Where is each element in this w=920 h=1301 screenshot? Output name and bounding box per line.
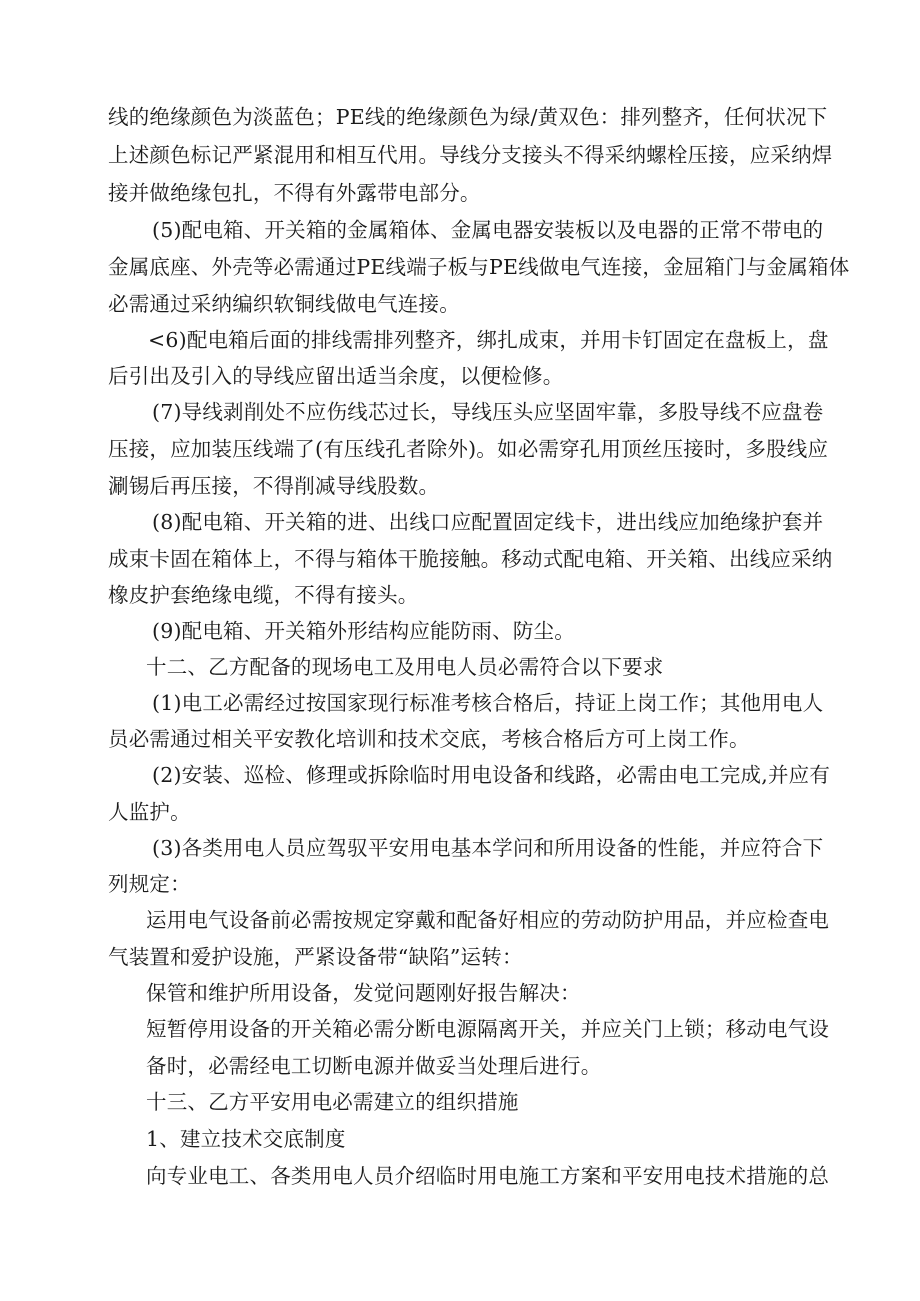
text-line: <6)配电箱后面的排线需排列整齐，绑扎成束，并用卡钉固定在盘板上，盘 [148, 328, 829, 352]
text-line: (3)各类用电人员应驾驭平安用电基本学问和所用设备的性能，并应符合下 [152, 836, 824, 860]
text-line: 线的绝缘颜色为淡蓝色；PE线的绝缘颜色为绿/黄双色：排列整齐，任何状况下 [108, 105, 828, 129]
text-line: 运用电气设备前必需按规定穿戴和配备好相应的劳动防护用品，并应检查电 [146, 908, 830, 932]
text-line: 员必需通过相关平安教化培训和技术交底，考核合格后方可上岗工作。 [108, 727, 750, 751]
text-line: 接并做绝缘包扎，不得有外露带电部分。 [108, 181, 481, 205]
text-line: 备时，必需经电工切断电源并做妥当处理后进行。 [146, 1054, 602, 1078]
text-line: (7)导线剥削处不应伤线芯过长，导线压头应坚固牢靠，多股导线不应盘卷 [152, 400, 824, 424]
text-line: 压接，应加装压线端了(有压线孔者除外)。如必需穿孔用顶丝压接时，多股线应 [108, 437, 829, 461]
section-heading: 十三、乙方平安用电必需建立的组织措施 [146, 1090, 519, 1114]
text-line: (5)配电箱、开关箱的金属箱体、金属电器安装板以及电器的正常不带电的 [152, 218, 824, 242]
text-line: 短暂停用设备的开关箱必需分断电源隔离开关，并应关门上锁；移动电气设 [146, 1017, 830, 1041]
text-line: (9)配电箱、开关箱外形结构应能防雨、防尘。 [152, 619, 575, 643]
text-line: 涮锡后再压接，不得削减导线股数。 [108, 474, 440, 498]
section-heading: 十二、乙方配备的现场电工及用电人员必需符合以下要求 [146, 655, 664, 679]
text-line: (1)电工必需经过按国家现行标准考核合格后，持证上岗工作；其他用电人 [152, 691, 824, 715]
text-line: 必需通过采纳编织软铜线做电气连接。 [108, 292, 460, 316]
text-line: 上述颜色标记严紧混用和相互代用。导线分支接头不得采纳螺栓压接，应采纳焊 [108, 143, 833, 167]
text-line: 人监护。 [108, 800, 191, 824]
text-line: 列规定： [108, 872, 191, 896]
text-line: 气装置和爱护设施，严紧设备带“缺陷”运转： [108, 945, 523, 969]
text-line: 金属底座、外壳等必需通过PE线端子板与PE线做电气连接，金屈箱门与金属箱体 [108, 255, 850, 279]
subsection-heading: 1、建立技术交底制度 [146, 1127, 346, 1151]
text-line: 向专业电工、各类用电人员介绍临时用电施工方案和平安用电技术措施的总 [146, 1164, 830, 1188]
text-line: 橡皮护套绝缘电缆，不得有接头。 [108, 583, 419, 607]
text-line: 成束卡固在箱体上，不得与箱体干脆接触。移动式配电箱、开关箱、出线应采纳 [108, 547, 833, 571]
text-line: (8)配电箱、开关箱的进、出线口应配置固定线卡，进出线应加绝缘护套并 [152, 510, 824, 534]
text-line: 后引出及引入的导线应留出适当余度，以便检修。 [108, 364, 564, 388]
text-line: 保管和维护所用设备，发觉问题刚好报告解决： [146, 981, 581, 1005]
text-line: (2)安装、巡检、修理或拆除临时用电设备和线路，必需由电工完成,并应有 [152, 763, 831, 787]
